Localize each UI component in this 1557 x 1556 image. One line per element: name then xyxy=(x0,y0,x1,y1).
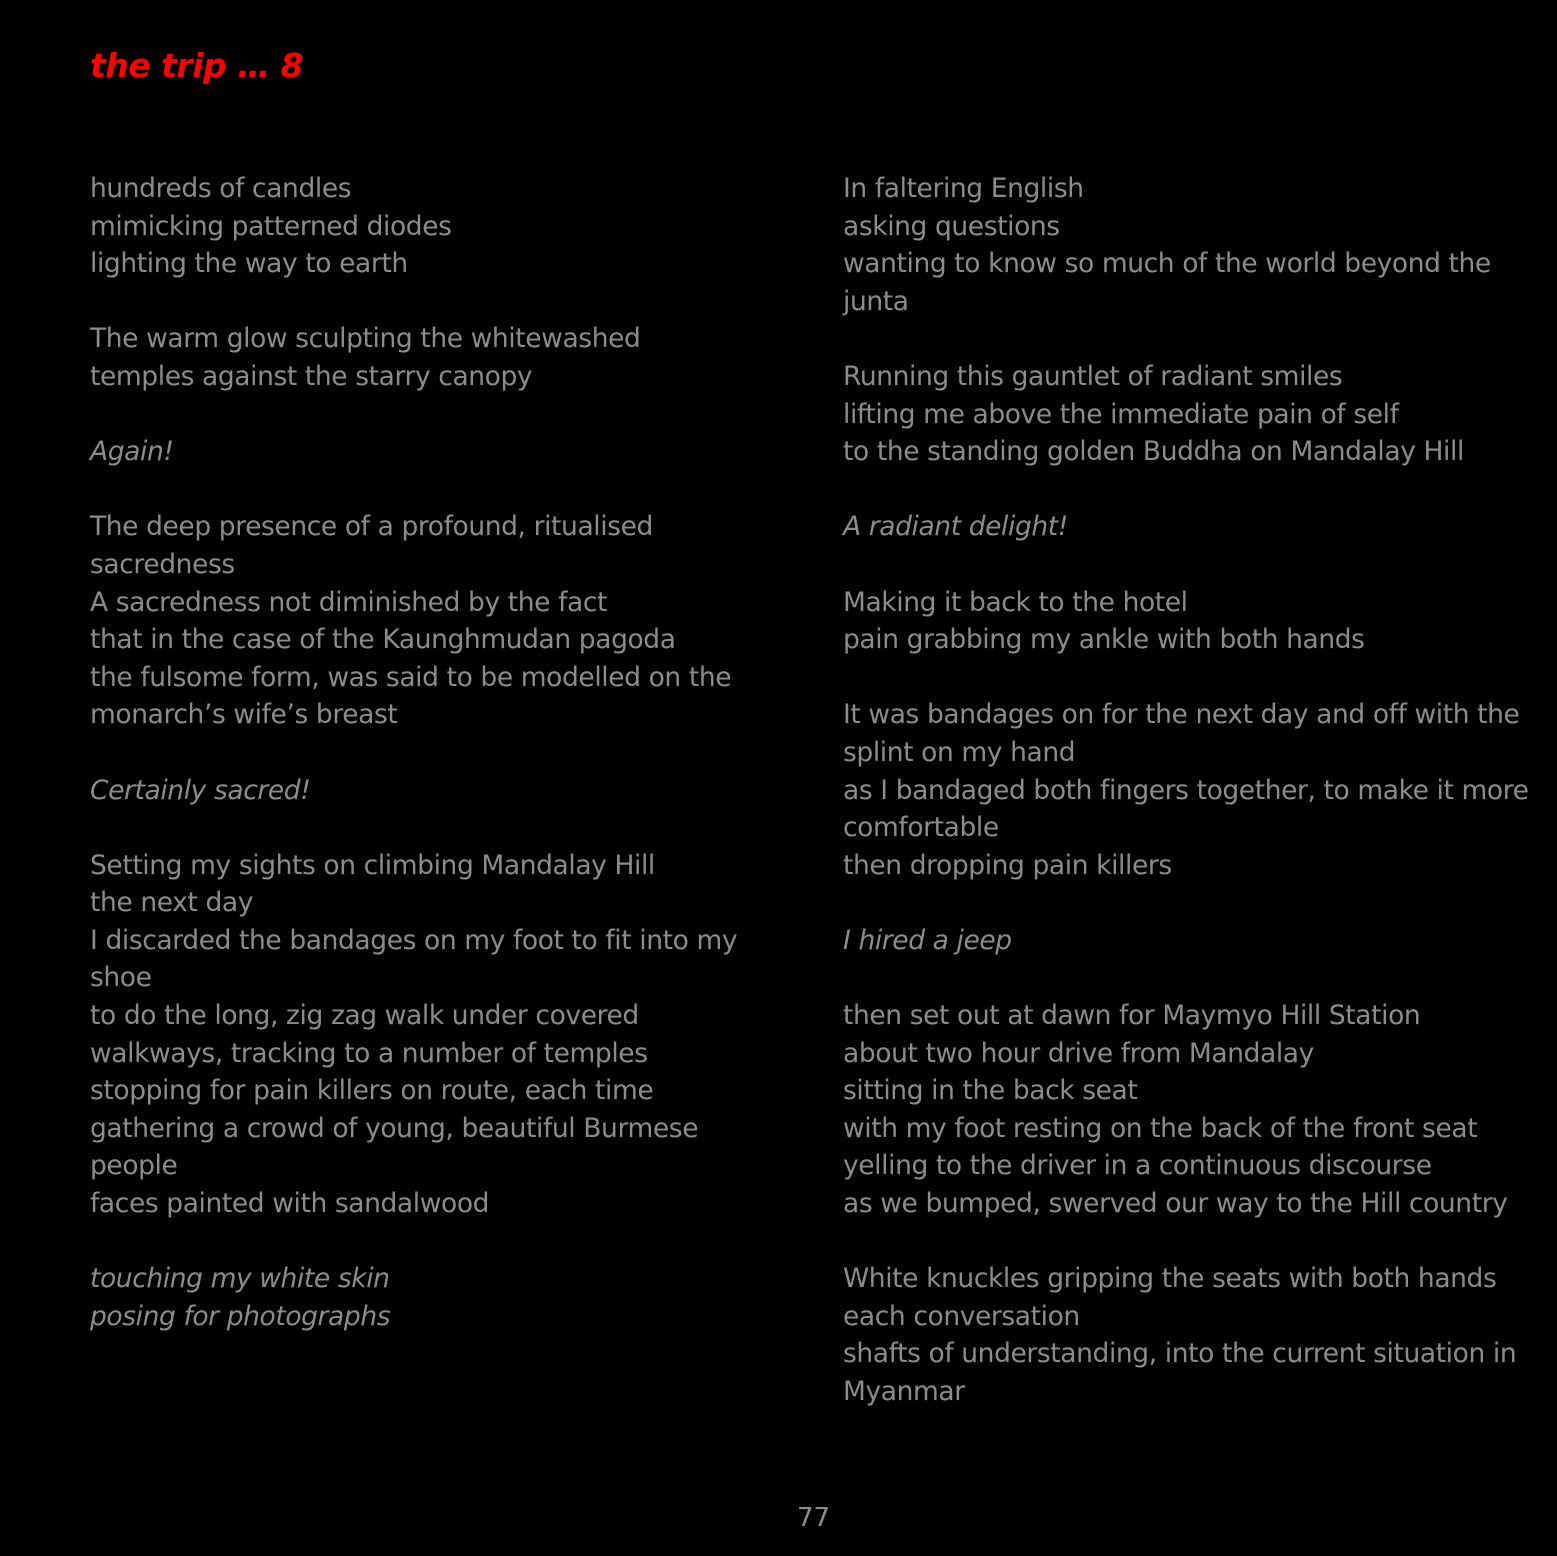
stanza-gap xyxy=(843,471,1533,509)
poem-line: junta xyxy=(843,285,909,317)
poem-column-left xyxy=(90,170,750,1335)
poem-line: stopping for pain killers on route, each time xyxy=(90,1075,654,1107)
stanza-gap xyxy=(843,1223,1533,1261)
poem-line: as I bandaged both fingers together, to make it more xyxy=(843,774,1529,806)
poem-line: splint on my hand xyxy=(843,736,1076,768)
poem-line: then set out at dawn for Maymyo Hill Station xyxy=(843,1000,1421,1032)
stanza-gap xyxy=(90,734,750,772)
poem-column-right xyxy=(843,170,1533,1411)
poem-line-emphasis: posing for photographs xyxy=(90,1300,391,1332)
poem-line: Making it back to the hotel xyxy=(843,586,1188,618)
poem-line: faces painted with sandalwood xyxy=(90,1188,490,1220)
stanza xyxy=(843,358,1533,471)
stanza xyxy=(90,433,750,471)
poem-line: shoe xyxy=(90,962,152,994)
stanza-gap xyxy=(843,320,1533,358)
poem-line: It was bandages on for the next day and off with the xyxy=(843,699,1520,731)
poem-line: hundreds of candles xyxy=(90,173,352,204)
stanza xyxy=(90,320,750,395)
poem-line: that in the case of the Kaunghmudan pagoda xyxy=(90,624,676,656)
poem-line: sitting in the back seat xyxy=(843,1075,1138,1107)
poem-line: The deep presence of a profound, ritualised xyxy=(90,511,653,543)
poem-line: gathering a crowd of young, beautiful Burmese xyxy=(90,1112,699,1144)
poem-line: the fulsome form, was said to be modelled on the xyxy=(90,661,732,693)
poem-line: Myanmar xyxy=(843,1376,965,1407)
stanza xyxy=(843,508,1533,546)
poem-line: temples against the starry canopy xyxy=(90,360,533,392)
poem-line: I discarded the bandages on my foot to fit into my xyxy=(90,924,738,956)
stanza xyxy=(843,997,1533,1223)
poem-line-emphasis: A radiant delight! xyxy=(843,511,1068,543)
poem-line: lifting me above the immediate pain of self xyxy=(843,398,1399,430)
poem-line: yelling to the driver in a continuous discourse xyxy=(843,1150,1432,1182)
poem-line-emphasis: touching my white skin xyxy=(90,1263,390,1295)
poem-line: sacredness xyxy=(90,548,235,580)
poem-line: shafts of understanding, into the current situation in xyxy=(843,1338,1517,1370)
page-title: the trip … 8 xyxy=(90,46,304,85)
stanza xyxy=(90,847,750,1223)
stanza xyxy=(843,170,1533,320)
poem-line: people xyxy=(90,1150,178,1182)
stanza-gap xyxy=(843,959,1533,997)
poem-line-emphasis: Again! xyxy=(90,436,174,468)
stanza-gap xyxy=(90,283,750,321)
stanza-gap xyxy=(90,471,750,509)
poem-line: In faltering English xyxy=(843,173,1084,204)
poem-line: White knuckles gripping the seats with both hands xyxy=(843,1263,1497,1295)
poem-line: each conversation xyxy=(843,1300,1080,1332)
stanza-gap xyxy=(843,659,1533,697)
poem-line: to do the long, zig zag walk under covered xyxy=(90,1000,639,1032)
stanza-gap xyxy=(843,546,1533,584)
page-number: 77 xyxy=(796,1503,831,1533)
poem-line: as we bumped, swerved our way to the Hill country xyxy=(843,1188,1508,1220)
poem-line: then dropping pain killers xyxy=(843,849,1172,881)
poem-line: with my foot resting on the back of the front seat xyxy=(843,1112,1478,1144)
poem-line: A sacredness not diminished by the fact xyxy=(90,586,608,618)
poem-line: pain grabbing my ankle with both hands xyxy=(843,624,1365,656)
stanza xyxy=(843,584,1533,659)
stanza xyxy=(90,1260,750,1335)
stanza-gap xyxy=(90,1223,750,1261)
poem-line-emphasis: I hired a jeep xyxy=(843,924,1012,956)
poem-line: the next day xyxy=(90,887,253,919)
poem-line: mimicking patterned diodes xyxy=(90,210,452,242)
stanza xyxy=(90,772,750,810)
poem-line: comfortable xyxy=(843,812,999,844)
poem-line: asking questions xyxy=(843,210,1060,242)
poem-line: lighting the way to earth xyxy=(90,248,408,280)
stanza-gap xyxy=(90,809,750,847)
poem-line: to the standing golden Buddha on Mandalay Hill xyxy=(843,436,1464,468)
stanza-gap xyxy=(843,884,1533,922)
stanza xyxy=(90,170,750,283)
poem-line: wanting to know so much of the world beyond the xyxy=(843,248,1491,280)
stanza-gap xyxy=(90,396,750,434)
poem-line-emphasis: Certainly sacred! xyxy=(90,774,311,806)
stanza xyxy=(843,922,1533,960)
poem-line: Setting my sights on climbing Mandalay Hill xyxy=(90,849,655,881)
poem-line: The warm glow sculpting the whitewashed xyxy=(90,323,641,355)
stanza xyxy=(843,696,1533,884)
poem-line: about two hour drive from Mandalay xyxy=(843,1037,1314,1069)
poem-line: walkways, tracking to a number of temples xyxy=(90,1037,648,1069)
stanza xyxy=(90,508,750,734)
poem-line: Running this gauntlet of radiant smiles xyxy=(843,360,1343,392)
stanza xyxy=(843,1260,1533,1410)
poem-line: monarch’s wife’s breast xyxy=(90,699,398,731)
